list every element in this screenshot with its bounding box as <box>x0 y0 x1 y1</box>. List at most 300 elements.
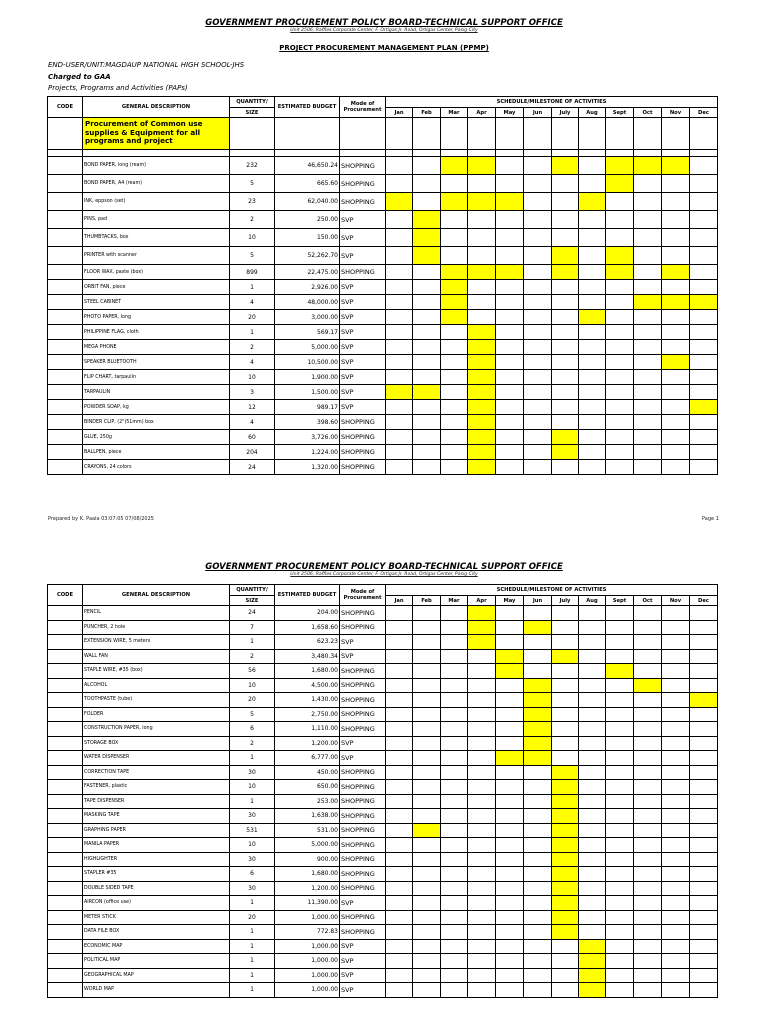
schedule-cell-jun <box>524 939 552 954</box>
schedule-cell-feb <box>413 247 441 265</box>
schedule-cell-dec <box>690 157 718 175</box>
schedule-cell-oct <box>634 693 662 708</box>
budget-cell: 5,000.00 <box>275 838 340 853</box>
schedule-cell-nov <box>662 736 690 751</box>
empty-cell <box>413 150 441 157</box>
description-cell: BINDER CLIP, (2")51mm) box <box>83 415 230 430</box>
month-header-nov: Nov <box>662 108 690 118</box>
description-cell: BALLPEN, piece <box>83 445 230 460</box>
mode-cell: SHOPPING <box>340 175 386 193</box>
schedule-cell-oct <box>634 635 662 650</box>
schedule-cell-feb <box>413 340 441 355</box>
schedule-cell-dec <box>690 910 718 925</box>
schedule-cell-mar <box>441 678 468 693</box>
schedule-cell-sept <box>606 295 634 310</box>
col-mode-header: Mode of Procurement <box>340 97 386 118</box>
schedule-cell-apr <box>468 445 496 460</box>
quantity-cell: 30 <box>230 852 275 867</box>
mode-cell: SHOPPING <box>340 193 386 211</box>
table-row <box>48 635 718 650</box>
schedule-cell-feb <box>413 175 441 193</box>
schedule-cell-dec <box>690 635 718 650</box>
schedule-cell-mar <box>441 415 468 430</box>
quantity-cell: 1 <box>230 635 275 650</box>
schedule-cell-apr <box>468 722 496 737</box>
schedule-cell-dec <box>690 280 718 295</box>
schedule-cell-mar <box>441 736 468 751</box>
schedule-cell-aug <box>579 867 606 882</box>
schedule-cell-july <box>552 229 579 247</box>
mode-cell: SHOPPING <box>340 780 386 795</box>
schedule-cell-sept <box>606 751 634 766</box>
schedule-cell-may <box>496 325 524 340</box>
schedule-cell-may <box>496 751 524 766</box>
code-cell <box>48 247 83 265</box>
schedule-cell-dec <box>690 175 718 193</box>
schedule-cell-nov <box>662 794 690 809</box>
description-cell: EXTENSION WIRE, 5 meters <box>83 635 230 650</box>
quantity-cell: 30 <box>230 809 275 824</box>
schedule-cell-may <box>496 809 524 824</box>
schedule-cell-july <box>552 823 579 838</box>
schedule-cell-dec <box>690 415 718 430</box>
schedule-cell-feb <box>413 280 441 295</box>
schedule-cell-nov <box>662 765 690 780</box>
prepared-by-footer: Prepared by K. Paala 03:07:05 07/08/2025 <box>48 516 154 522</box>
schedule-cell-aug <box>579 400 606 415</box>
budget-cell: 650.00 <box>275 780 340 795</box>
description-cell: BOND PAPER, A4 (ream) <box>83 175 230 193</box>
schedule-cell-jan <box>386 340 413 355</box>
empty-cell <box>662 118 690 150</box>
budget-cell: 1,000.00 <box>275 968 340 983</box>
schedule-cell-nov <box>662 649 690 664</box>
schedule-cell-may <box>496 649 524 664</box>
description-cell: DATA FILE BOX <box>83 925 230 940</box>
table-row <box>48 664 718 679</box>
code-cell <box>48 736 83 751</box>
schedule-cell-apr <box>468 355 496 370</box>
month-header-jan: Jan <box>386 108 413 118</box>
schedule-cell-dec <box>690 649 718 664</box>
schedule-cell-jan <box>386 983 413 998</box>
empty-cell <box>606 150 634 157</box>
schedule-cell-oct <box>634 247 662 265</box>
schedule-cell-apr <box>468 678 496 693</box>
schedule-cell-dec <box>690 722 718 737</box>
schedule-cell-nov <box>662 751 690 766</box>
schedule-cell-july <box>552 736 579 751</box>
schedule-cell-jun <box>524 280 552 295</box>
schedule-cell-apr <box>468 939 496 954</box>
schedule-cell-july <box>552 751 579 766</box>
code-cell <box>48 445 83 460</box>
code-cell <box>48 385 83 400</box>
schedule-cell-jun <box>524 385 552 400</box>
schedule-cell-feb <box>413 983 441 998</box>
empty-cell <box>634 118 662 150</box>
schedule-cell-dec <box>690 460 718 475</box>
code-cell <box>48 794 83 809</box>
col-qty-header-bottom: SIZE <box>230 108 275 118</box>
schedule-cell-aug <box>579 247 606 265</box>
schedule-cell-jun <box>524 678 552 693</box>
table-row <box>48 415 718 430</box>
mode-cell: SVP <box>340 968 386 983</box>
schedule-cell-may <box>496 722 524 737</box>
schedule-cell-jun <box>524 852 552 867</box>
schedule-cell-mar <box>441 794 468 809</box>
schedule-cell-mar <box>441 229 468 247</box>
quantity-cell: 56 <box>230 664 275 679</box>
schedule-cell-dec <box>690 751 718 766</box>
schedule-cell-mar <box>441 635 468 650</box>
table-row <box>48 265 718 280</box>
budget-cell: 1,500.00 <box>275 385 340 400</box>
quantity-cell: 20 <box>230 910 275 925</box>
table-row <box>48 460 718 475</box>
schedule-cell-dec <box>690 211 718 229</box>
schedule-cell-jun <box>524 295 552 310</box>
schedule-cell-aug <box>579 606 606 621</box>
schedule-cell-may <box>496 635 524 650</box>
schedule-cell-aug <box>579 385 606 400</box>
schedule-cell-sept <box>606 193 634 211</box>
schedule-cell-may <box>496 620 524 635</box>
schedule-cell-dec <box>690 736 718 751</box>
mode-cell: SHOPPING <box>340 765 386 780</box>
schedule-cell-aug <box>579 823 606 838</box>
schedule-cell-oct <box>634 445 662 460</box>
schedule-cell-mar <box>441 896 468 911</box>
schedule-cell-oct <box>634 954 662 969</box>
description-cell: PRINTER with scanner <box>83 247 230 265</box>
schedule-cell-oct <box>634 780 662 795</box>
schedule-cell-nov <box>662 968 690 983</box>
schedule-cell-mar <box>441 295 468 310</box>
empty-cell <box>230 118 275 150</box>
schedule-cell-may <box>496 939 524 954</box>
schedule-cell-dec <box>690 340 718 355</box>
quantity-cell: 4 <box>230 295 275 310</box>
schedule-cell-apr <box>468 896 496 911</box>
schedule-cell-oct <box>634 400 662 415</box>
schedule-cell-dec <box>690 939 718 954</box>
schedule-cell-may <box>496 794 524 809</box>
empty-cell <box>690 150 718 157</box>
schedule-cell-nov <box>662 415 690 430</box>
schedule-cell-oct <box>634 794 662 809</box>
schedule-cell-may <box>496 430 524 445</box>
category-label: Procurement of Common use supplies & Equipment for all programs and project <box>83 118 230 150</box>
schedule-cell-mar <box>441 867 468 882</box>
quantity-cell: 60 <box>230 430 275 445</box>
schedule-cell-apr <box>468 229 496 247</box>
mode-cell: SHOPPING <box>340 265 386 280</box>
code-cell <box>48 664 83 679</box>
col-qty-header-bottom: SIZE <box>230 596 275 606</box>
table-row <box>48 678 718 693</box>
budget-cell: 772.83 <box>275 925 340 940</box>
schedule-cell-may <box>496 925 524 940</box>
code-cell <box>48 649 83 664</box>
schedule-cell-feb <box>413 852 441 867</box>
schedule-cell-apr <box>468 400 496 415</box>
schedule-cell-jan <box>386 881 413 896</box>
budget-cell: 3,480.34 <box>275 649 340 664</box>
mode-cell: SHOPPING <box>340 925 386 940</box>
schedule-cell-jun <box>524 340 552 355</box>
schedule-cell-july <box>552 355 579 370</box>
schedule-cell-sept <box>606 867 634 882</box>
schedule-cell-oct <box>634 823 662 838</box>
schedule-cell-may <box>496 823 524 838</box>
description-cell: TOOTHPASTE (tube) <box>83 693 230 708</box>
schedule-cell-oct <box>634 925 662 940</box>
mode-cell: SHOPPING <box>340 823 386 838</box>
code-cell <box>48 722 83 737</box>
quantity-cell: 5 <box>230 247 275 265</box>
code-cell <box>48 852 83 867</box>
schedule-cell-july <box>552 809 579 824</box>
schedule-cell-jun <box>524 823 552 838</box>
month-header-july: July <box>552 596 579 606</box>
schedule-cell-apr <box>468 606 496 621</box>
schedule-cell-oct <box>634 852 662 867</box>
col-description-header: GENERAL DESCRIPTION <box>83 585 230 606</box>
schedule-cell-nov <box>662 355 690 370</box>
schedule-cell-aug <box>579 229 606 247</box>
schedule-cell-sept <box>606 693 634 708</box>
table-row <box>48 175 718 193</box>
schedule-cell-dec <box>690 247 718 265</box>
mode-cell: SHOPPING <box>340 430 386 445</box>
mode-cell: SHOPPING <box>340 881 386 896</box>
table-row <box>48 193 718 211</box>
schedule-cell-dec <box>690 838 718 853</box>
schedule-cell-aug <box>579 649 606 664</box>
table-row <box>48 925 718 940</box>
table-row <box>48 910 718 925</box>
schedule-cell-feb <box>413 693 441 708</box>
schedule-cell-oct <box>634 838 662 853</box>
schedule-cell-jan <box>386 385 413 400</box>
schedule-cell-july <box>552 620 579 635</box>
schedule-cell-mar <box>441 823 468 838</box>
quantity-cell: 24 <box>230 460 275 475</box>
empty-cell <box>275 118 340 150</box>
schedule-cell-july <box>552 881 579 896</box>
schedule-cell-jun <box>524 925 552 940</box>
description-cell: STORAGE BOX <box>83 736 230 751</box>
mode-cell: SHOPPING <box>340 809 386 824</box>
schedule-cell-nov <box>662 635 690 650</box>
schedule-cell-sept <box>606 809 634 824</box>
code-cell <box>48 765 83 780</box>
budget-cell: 22,475.00 <box>275 265 340 280</box>
code-cell <box>48 838 83 853</box>
budget-cell: 450.00 <box>275 765 340 780</box>
schedule-cell-oct <box>634 736 662 751</box>
schedule-cell-nov <box>662 370 690 385</box>
schedule-cell-jun <box>524 693 552 708</box>
schedule-cell-sept <box>606 765 634 780</box>
empty-cell <box>524 150 552 157</box>
quantity-cell: 12 <box>230 400 275 415</box>
schedule-cell-july <box>552 325 579 340</box>
schedule-cell-jun <box>524 649 552 664</box>
schedule-cell-aug <box>579 310 606 325</box>
schedule-cell-sept <box>606 445 634 460</box>
empty-cell <box>340 150 386 157</box>
description-cell: FASTENER, plastic <box>83 780 230 795</box>
schedule-cell-jun <box>524 400 552 415</box>
table-row <box>48 765 718 780</box>
schedule-cell-sept <box>606 968 634 983</box>
empty-cell <box>606 118 634 150</box>
schedule-cell-mar <box>441 460 468 475</box>
schedule-cell-sept <box>606 370 634 385</box>
mode-cell: SVP <box>340 939 386 954</box>
schedule-cell-jun <box>524 460 552 475</box>
schedule-cell-dec <box>690 193 718 211</box>
schedule-cell-sept <box>606 939 634 954</box>
empty-cell <box>579 118 606 150</box>
schedule-cell-july <box>552 460 579 475</box>
schedule-cell-july <box>552 247 579 265</box>
description-cell: PUNCHER, 2 hole <box>83 620 230 635</box>
schedule-cell-jan <box>386 325 413 340</box>
schedule-cell-apr <box>468 664 496 679</box>
schedule-cell-feb <box>413 809 441 824</box>
mode-cell: SVP <box>340 635 386 650</box>
description-cell: STAPLE WIRE, #35 (box) <box>83 664 230 679</box>
schedule-cell-aug <box>579 620 606 635</box>
schedule-cell-apr <box>468 415 496 430</box>
empty-cell <box>552 150 579 157</box>
table-row <box>48 247 718 265</box>
schedule-cell-dec <box>690 370 718 385</box>
code-cell <box>48 823 83 838</box>
schedule-cell-feb <box>413 606 441 621</box>
schedule-cell-jan <box>386 370 413 385</box>
schedule-cell-aug <box>579 838 606 853</box>
schedule-cell-feb <box>413 968 441 983</box>
schedule-cell-aug <box>579 370 606 385</box>
schedule-cell-jun <box>524 620 552 635</box>
table-row <box>48 823 718 838</box>
schedule-cell-feb <box>413 823 441 838</box>
month-header-oct: Oct <box>634 596 662 606</box>
description-cell: HIGHLIGHTER <box>83 852 230 867</box>
schedule-cell-jan <box>386 809 413 824</box>
schedule-cell-jan <box>386 867 413 882</box>
schedule-cell-dec <box>690 295 718 310</box>
description-cell: CONSTRUCTION PAPER, long <box>83 722 230 737</box>
schedule-cell-july <box>552 280 579 295</box>
mode-cell: SVP <box>340 340 386 355</box>
table-row <box>48 295 718 310</box>
schedule-cell-aug <box>579 635 606 650</box>
schedule-cell-nov <box>662 430 690 445</box>
description-cell: GLUE, 250g <box>83 430 230 445</box>
schedule-cell-jan <box>386 211 413 229</box>
schedule-cell-may <box>496 460 524 475</box>
schedule-cell-nov <box>662 838 690 853</box>
quantity-cell: 204 <box>230 445 275 460</box>
schedule-cell-july <box>552 430 579 445</box>
schedule-cell-may <box>496 310 524 325</box>
schedule-cell-jan <box>386 193 413 211</box>
schedule-cell-oct <box>634 722 662 737</box>
budget-cell: 1,200.00 <box>275 881 340 896</box>
schedule-cell-july <box>552 400 579 415</box>
schedule-cell-mar <box>441 445 468 460</box>
schedule-cell-may <box>496 881 524 896</box>
mode-cell: SVP <box>340 229 386 247</box>
code-cell <box>48 983 83 998</box>
schedule-cell-feb <box>413 635 441 650</box>
schedule-cell-jan <box>386 852 413 867</box>
mode-cell: SVP <box>340 736 386 751</box>
schedule-cell-mar <box>441 340 468 355</box>
agency-address: Unit 2506, Raffles Corporate Center, F. Ortigas Jr. Road, Ortigas Center, Pasig City <box>290 28 478 33</box>
schedule-cell-dec <box>690 707 718 722</box>
table-row <box>48 693 718 708</box>
schedule-cell-dec <box>690 620 718 635</box>
schedule-cell-apr <box>468 852 496 867</box>
schedule-cell-july <box>552 867 579 882</box>
description-cell: INK, eppson (set) <box>83 193 230 211</box>
schedule-cell-may <box>496 983 524 998</box>
schedule-cell-jun <box>524 664 552 679</box>
schedule-cell-nov <box>662 175 690 193</box>
schedule-cell-july <box>552 838 579 853</box>
quantity-cell: 1 <box>230 983 275 998</box>
schedule-cell-aug <box>579 925 606 940</box>
schedule-cell-apr <box>468 736 496 751</box>
mode-cell: SHOPPING <box>340 415 386 430</box>
code-cell <box>48 229 83 247</box>
schedule-cell-apr <box>468 707 496 722</box>
mode-cell: SVP <box>340 896 386 911</box>
quantity-cell: 5 <box>230 175 275 193</box>
table-row <box>48 430 718 445</box>
schedule-cell-apr <box>468 635 496 650</box>
schedule-cell-feb <box>413 838 441 853</box>
schedule-cell-dec <box>690 355 718 370</box>
schedule-cell-nov <box>662 445 690 460</box>
schedule-cell-sept <box>606 635 634 650</box>
end-user-label: END-USER/UNIT:MAGDAUP NATIONAL HIGH SCHOOL-JHS <box>48 61 245 69</box>
schedule-cell-oct <box>634 664 662 679</box>
budget-cell: 2,926.00 <box>275 280 340 295</box>
schedule-cell-sept <box>606 925 634 940</box>
month-header-feb: Feb <box>413 596 441 606</box>
schedule-cell-mar <box>441 649 468 664</box>
schedule-cell-aug <box>579 852 606 867</box>
quantity-cell: 1 <box>230 968 275 983</box>
schedule-cell-oct <box>634 280 662 295</box>
schedule-cell-nov <box>662 157 690 175</box>
table-row <box>48 445 718 460</box>
budget-cell: 204.00 <box>275 606 340 621</box>
schedule-cell-jan <box>386 823 413 838</box>
schedule-cell-nov <box>662 939 690 954</box>
budget-cell: 250.00 <box>275 211 340 229</box>
schedule-cell-dec <box>690 445 718 460</box>
schedule-cell-jan <box>386 175 413 193</box>
